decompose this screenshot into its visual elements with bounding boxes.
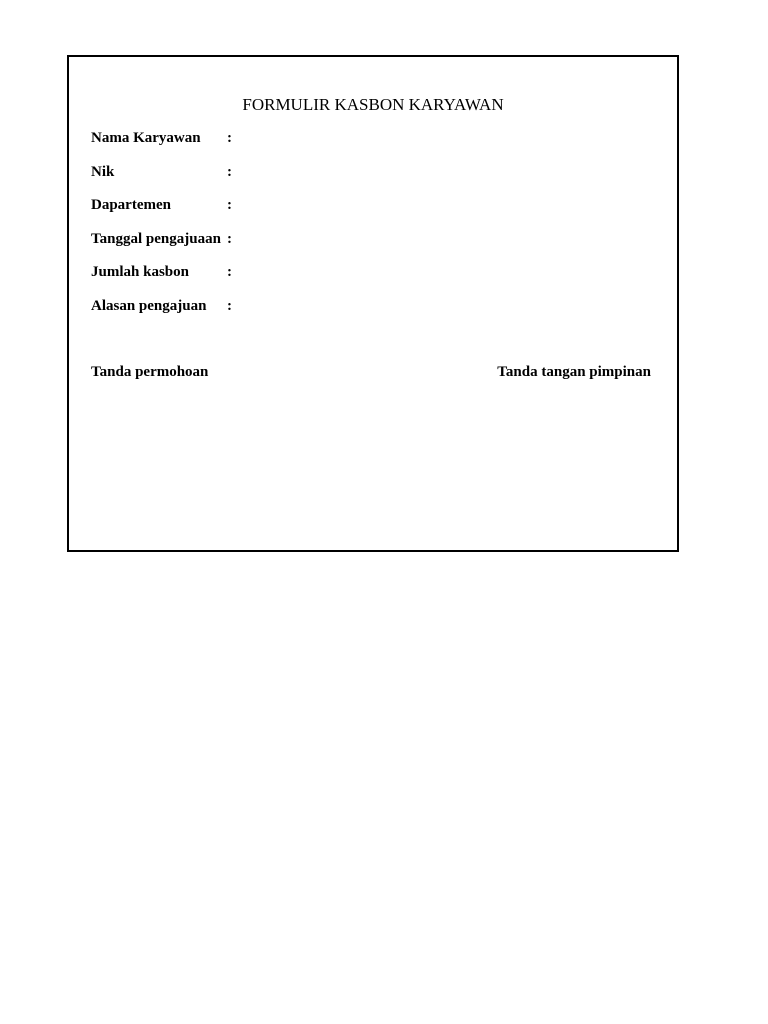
field-separator: : [227, 264, 232, 280]
field-label: Nama Karyawan [91, 130, 201, 146]
field-label: Dapartemen [91, 197, 171, 213]
applicant-signature-label: Tanda permohoan [91, 364, 209, 380]
form-title: FORMULIR KASBON KARYAWAN [242, 95, 504, 114]
field-separator: : [227, 130, 232, 146]
field-label: Tanggal pengajuaan [91, 230, 221, 247]
field-label: Nik [91, 163, 115, 180]
field-separator: : [227, 163, 232, 180]
field-separator: : [227, 297, 232, 314]
leader-signature-label: Tanda tangan pimpinan [497, 364, 651, 380]
field-label: Alasan pengajuan [91, 297, 207, 314]
field-separator: : [227, 230, 232, 247]
kasbon-form [67, 55, 679, 552]
field-separator: : [227, 197, 232, 213]
field-label: Jumlah kasbon [91, 264, 189, 280]
